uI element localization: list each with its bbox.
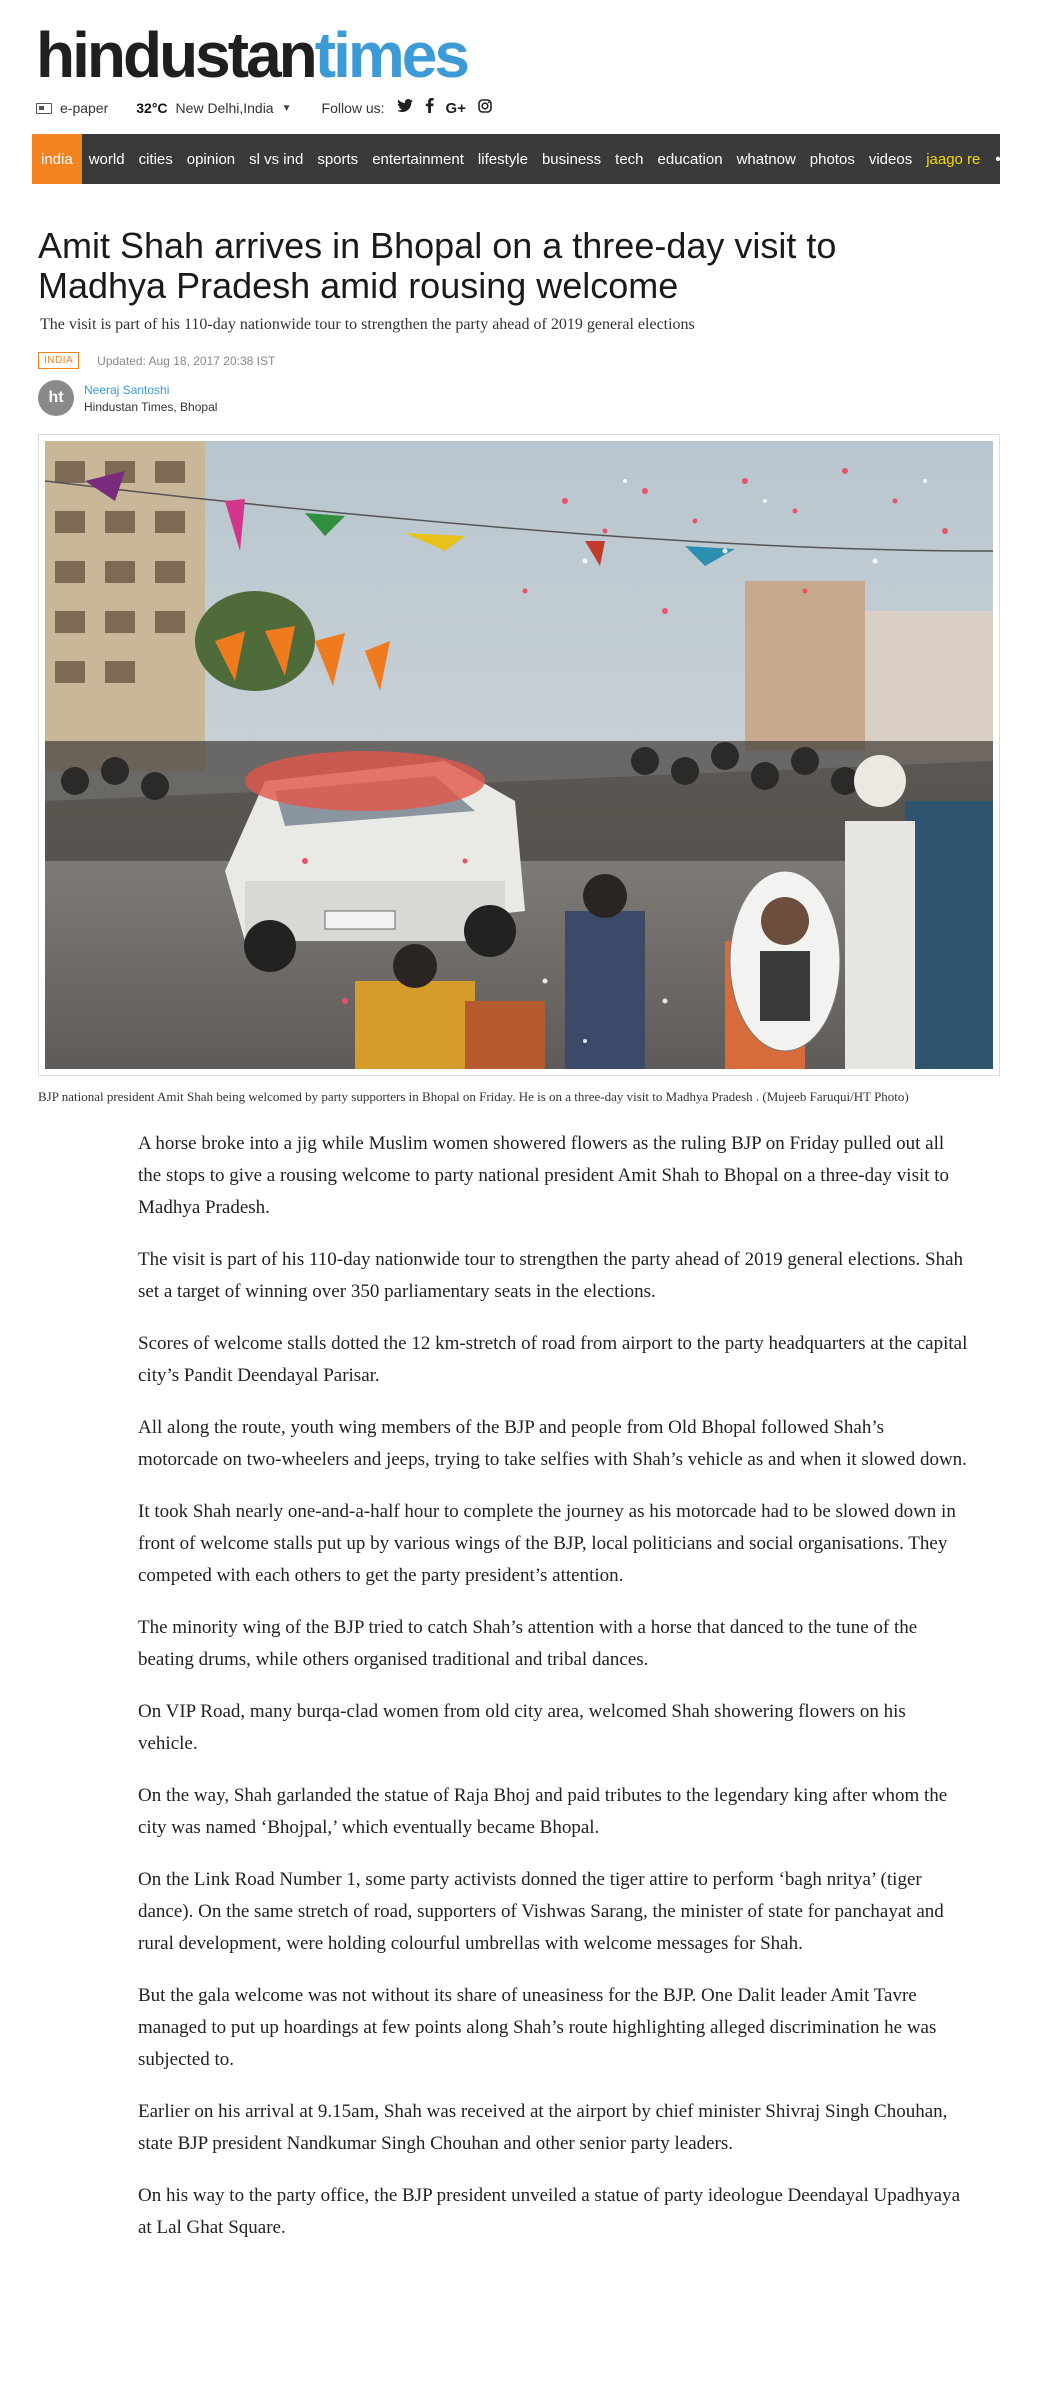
article-headline: Amit Shah arrives in Bhopal on a three-day visit to Madhya Pradesh amid rousing welcome — [38, 225, 837, 306]
paragraph: All along the route, youth wing members of the BJP and people from Old Bhopal followed Shah’s motorcade on two-wheelers and jeeps, trying to take selfies with Shah’s vehicle as and when it slowed down. — [138, 1417, 967, 1470]
logo-part-times: times — [314, 19, 467, 91]
paragraph: A horse broke into a jig while Muslim women showered flowers as the ruling BJP on Friday pulled out all the stops to give a rousing welcome to party national president Amit Shah to Bhopal on a three-day visit to Madhya Pradesh. — [138, 1133, 950, 1218]
paragraph: Earlier on his arrival at 9.15am, Shah was received at the airport by chief minister Shivraj Singh Chouhan, state BJP president Nandkumar Singh Chouhan and other senior party leaders. — [138, 2101, 948, 2154]
nav-item-videos[interactable]: videos — [868, 150, 913, 168]
city-selector[interactable]: New Delhi,India — [175, 100, 274, 116]
paragraph: It took Shah nearly one-and-a-half hour to complete the journey as his motorcade had to be slowed down in front of welcome stalls put up by various wings of the BJP, local politicians and social organisations. They competed with each others to get the party president’s attention. — [138, 1501, 956, 1586]
author-org: Hindustan Times, Bhopal — [84, 399, 218, 414]
article-meta — [38, 352, 275, 369]
follow-us-label: Follow us: — [321, 100, 385, 116]
paragraph: The minority wing of the BJP tried to catch Shah’s attention with a horse that danced to the tune of the beating drums, while others organised traditional and tribal dances. — [138, 1617, 918, 1670]
street-welcome-photo — [45, 441, 993, 1069]
photo-caption: BJP national president Amit Shah being welcomed by party supporters in Bhopal on Friday. He is on a three-day visit to Madhya Pradesh . (Mujeeb Faruqui/HT Photo) — [38, 1089, 909, 1104]
nav-item-india[interactable]: india — [32, 134, 82, 184]
section-tag[interactable]: INDIA — [38, 352, 79, 369]
twitter-icon[interactable] — [397, 99, 413, 118]
lead-photo — [38, 434, 1000, 1076]
author-link[interactable]: Neeraj Santoshi — [84, 382, 170, 397]
nav-item-cities[interactable]: cities — [138, 150, 173, 168]
updated-timestamp: Updated: Aug 18, 2017 20:38 IST — [97, 353, 276, 368]
top-utility-bar — [36, 96, 492, 120]
article-subhead: The visit is part of his 110-day nationwide tour to strengthen the party ahead of 2019 general elections — [40, 316, 695, 333]
nav-item-sports[interactable]: sports — [317, 150, 359, 168]
site-logo[interactable] — [36, 20, 467, 90]
facebook-icon[interactable] — [425, 98, 434, 118]
nav-item-photos[interactable]: photos — [809, 150, 855, 168]
instagram-icon[interactable] — [478, 99, 492, 118]
nav-item-business[interactable]: business — [541, 150, 602, 168]
nav-item-tech[interactable]: tech — [615, 150, 644, 168]
googleplus-icon[interactable]: G+ — [445, 99, 466, 117]
epaper-link[interactable]: e-paper — [60, 100, 109, 116]
chevron-down-icon[interactable]: ▼ — [281, 102, 292, 114]
paragraph: On his way to the party office, the BJP president unveiled a statue of party ideologue Deendayal Upadhyaya at Lal Ghat Square. — [138, 2185, 961, 2238]
avatar: ht — [38, 380, 74, 416]
byline — [38, 380, 217, 416]
paragraph: But the gala welcome was not without its share of uneasiness for the BJP. One Dalit leader Amit Tavre managed to put up hoardings at few points along Shah’s route highlighting alleged discrimination he was subjected to. — [138, 1985, 937, 2070]
logo-part-hindustan: hindustan — [36, 19, 315, 91]
nav-item-entertainment[interactable]: entertainment — [372, 150, 464, 168]
paragraph: Scores of welcome stalls dotted the 12 km-stretch of road from airport to the party headquarters at the capital city’s Pandit Deendayal Parisar. — [138, 1333, 968, 1386]
main-navigation — [32, 134, 1018, 184]
nav-item-education[interactable]: education — [657, 150, 723, 168]
article-body — [138, 1128, 968, 2264]
nav-item-lifestyle[interactable]: lifestyle — [477, 150, 528, 168]
nav-item-world[interactable]: world — [88, 150, 125, 168]
nav-item-whatnow[interactable]: whatnow — [736, 150, 796, 168]
paragraph: The visit is part of his 110-day nationwide tour to strengthen the party ahead of 2019 general elections. Shah set a target of winning over 350 parliamentary seats in the elections. — [138, 1249, 964, 1302]
paragraph: On VIP Road, many burqa-clad women from old city area, welcomed Shah showering flowers on his vehicle. — [138, 1701, 906, 1754]
paragraph: On the Link Road Number 1, some party activists donned the tiger attire to perform ‘bagh nritya’ (tiger dance). On the same stretch of road, supporters of Vishwas Sarang, the minister of state for panchayat and rural development, were holding colourful umbrellas with welcome messages for Shah. — [138, 1869, 944, 1954]
nav-item-jaago-re[interactable]: jaago re — [926, 150, 981, 168]
epaper-icon[interactable] — [36, 103, 52, 114]
paragraph: On the way, Shah garlanded the statue of Raja Bhoj and paid tributes to the legendary king after whom the city was named ‘Bhojpal,’ which eventually became Bhopal. — [138, 1785, 948, 1838]
more-menu-icon[interactable]: ••• — [995, 150, 1018, 168]
nav-item-opinion[interactable]: opinion — [186, 150, 236, 168]
temperature: 32°C — [136, 100, 168, 116]
nav-item-sl-vs-ind[interactable]: sl vs ind — [249, 150, 304, 168]
